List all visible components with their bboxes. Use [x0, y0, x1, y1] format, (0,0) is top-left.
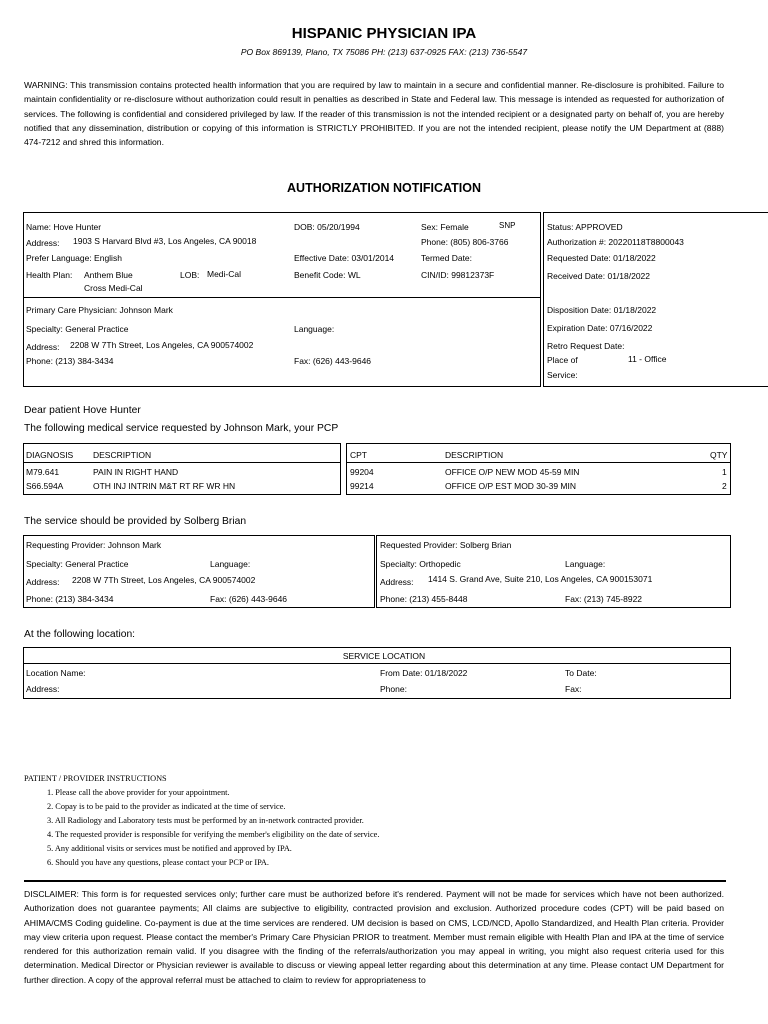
requested-provider-name: Requested Provider: Solberg Brian	[380, 540, 512, 550]
location-name: Location Name:	[26, 668, 86, 678]
requested-provider-address: 1414 S. Grand Ave, Suite 210, Los Angeles, CA 900153071	[428, 574, 653, 584]
requesting-provider-fax: Fax: (626) 443-9646	[210, 594, 288, 604]
diagnosis-header-description: DESCRIPTION	[93, 450, 152, 460]
requesting-provider-language: Language:	[210, 559, 251, 569]
member-language: Prefer Language: English	[26, 253, 122, 263]
pcp-address: 2208 W 7Th Street, Los Angeles, CA 900574002	[70, 340, 254, 350]
diagnosis-header-code: DIAGNOSIS	[26, 450, 74, 460]
diagnosis-row-2-code: S66.594A	[26, 481, 64, 491]
procedure-header-description: DESCRIPTION	[445, 450, 504, 460]
disclaimer-divider	[24, 880, 726, 882]
authorization-number: Authorization #: 20220118T8800043	[547, 237, 684, 247]
service-location-header-divider	[23, 663, 731, 664]
location-fax: Fax:	[565, 684, 582, 694]
member-name: Name: Hove Hunter	[26, 222, 102, 232]
location-phone: Phone:	[380, 684, 407, 694]
effective-date: Effective Date: 03/01/2014	[294, 253, 395, 263]
member-sex: Sex: Female	[421, 222, 469, 232]
contact-info: PO Box 869139, Plano, TX 75086 PH: (213) 637-0925 FAX: (213) 736-5547	[240, 47, 528, 57]
snp-label: SNP	[499, 221, 516, 230]
disposition-date: Disposition Date: 01/18/2022	[547, 305, 657, 315]
requested-provider-fax: Fax: (213) 745-8922	[565, 594, 643, 604]
procedure-row-2-cpt: 99214	[350, 481, 374, 491]
place-of-service-value: 11 - Office	[628, 354, 667, 364]
instruction-item: 2. Copay is to be paid to the provider as indicated at the time of service.	[47, 802, 286, 811]
pcp-name: Primary Care Physician: Johnson Mark	[26, 305, 173, 315]
requesting-provider-phone: Phone: (213) 384-3434	[26, 594, 114, 604]
lob-label: LOB:	[180, 270, 200, 280]
procedure-row-1-qty: 1	[722, 467, 727, 477]
diagnosis-row-2-description: OTH INJ INTRIN M&T RT RF WR HN	[93, 481, 236, 491]
greeting: Dear patient Hove Hunter	[24, 405, 141, 416]
requested-date: Requested Date: 01/18/2022	[547, 253, 656, 263]
procedure-row-1-description: OFFICE O/P NEW MOD 45-59 MIN	[445, 467, 580, 477]
place-of-service-label-2: Service:	[547, 370, 578, 380]
member-pcp-divider	[23, 297, 541, 298]
location-to-date: To Date:	[565, 668, 597, 678]
cin-id: CIN/ID: 99812373F	[421, 270, 495, 280]
auth-status: Status: APPROVED	[547, 222, 623, 232]
instruction-item: 3. All Radiology and Laboratory tests must be performed by an in-network contracted provider.	[47, 816, 364, 825]
health-plan-line1: Anthem Blue	[84, 270, 133, 280]
instruction-item: 6. Should you have any questions, please contact your PCP or IPA.	[47, 858, 269, 867]
document-title: HISPANIC PHYSICIAN IPA	[291, 25, 477, 42]
procedure-row-2-description: OFFICE O/P EST MOD 30-39 MIN	[445, 481, 576, 491]
pcp-fax: Fax: (626) 443-9646	[294, 356, 372, 366]
requesting-provider-name: Requesting Provider: Johnson Mark	[26, 540, 162, 550]
health-plan-line2: Cross Medi-Cal	[84, 283, 143, 293]
procedure-header-qty: QTY	[710, 450, 728, 460]
instruction-item: 5. Any additional visits or services must be notified and approved by IPA.	[47, 844, 292, 853]
procedure-header-cpt: CPT	[350, 450, 367, 460]
retro-request-date: Retro Request Date:	[547, 341, 625, 351]
instruction-item: 4. The requested provider is responsible for verifying the member's eligibility on the date of service.	[47, 830, 380, 839]
procedure-row-1-cpt: 99204	[350, 467, 374, 477]
location-from-date: From Date: 01/18/2022	[380, 668, 468, 678]
benefit-code: Benefit Code: WL	[294, 270, 361, 280]
location-intro: At the following location:	[24, 629, 136, 640]
requested-provider-language: Language:	[565, 559, 606, 569]
requested-provider-address-label: Address:	[380, 577, 414, 587]
request-summary: The following medical service requested by Johnson Mark, your PCP	[24, 423, 339, 434]
pcp-specialty: Specialty: General Practice	[26, 324, 129, 334]
requested-provider-specialty: Specialty: Orthopedic	[380, 559, 461, 569]
requesting-provider-specialty: Specialty: General Practice	[26, 559, 129, 569]
service-location-header: SERVICE LOCATION	[342, 651, 426, 661]
place-of-service-label: Place of	[547, 355, 578, 365]
provider-summary: The service should be provided by Solberg Brian	[24, 516, 247, 527]
termed-date: Termed Date:	[421, 253, 473, 263]
procedure-row-2-qty: 2	[722, 481, 727, 491]
requesting-provider-address: 2208 W 7Th Street, Los Angeles, CA 900574002	[72, 575, 256, 585]
received-date: Received Date: 01/18/2022	[547, 271, 651, 281]
requesting-provider-address-label: Address:	[26, 577, 60, 587]
procedure-header-divider	[346, 462, 731, 463]
member-phone: Phone: (805) 806-3766	[421, 237, 509, 247]
expiration-date: Expiration Date: 07/16/2022	[547, 323, 653, 333]
pcp-phone: Phone: (213) 384-3434	[26, 356, 114, 366]
member-address-label: Address:	[26, 238, 60, 248]
instructions-title: PATIENT / PROVIDER INSTRUCTIONS	[24, 774, 167, 783]
location-address: Address:	[26, 684, 60, 694]
diagnosis-row-1-description: PAIN IN RIGHT HAND	[93, 467, 179, 477]
section-title: AUTHORIZATION NOTIFICATION	[287, 181, 481, 195]
pcp-address-label: Address:	[26, 342, 60, 352]
disclaimer-text: DISCLAIMER: This form is for requested services only; further care must be authorized before it's rendered. Payment will not be made for services which have not been authorized. Authorization does not guarantee payments; All claims are subjective to eligibility, contracted provision and exclusion. Authorized procedure codes (CPT) will be paid based on AHIMA/CMS Coding guideline. Co-payment is due at the time services are rendered. UM decision is based on CMS, LCD/NCD, Apollo Standardized, and Health Plan criteria. Provider may view criteria upon request. Please contact the member's Primary Care Physician PRIOR to treatment. Member must remain eligible with Health Plan and IPA at the time of service rendered for this authorization remain valid. If you disagree with the finding of the referrals/authorization you may appeal in writing, you might also request criteria used for this determination. Medical Director or Physician reviewer is available to discuss or viewing appeal letter regarding about this determination at any time. Please contact UM Department for further direction. A copy of the approval referral must be attached to claim to review for appropriateness to	[24, 889, 724, 985]
member-address: 1903 S Harvard Blvd #3, Los Angeles, CA 90018	[73, 236, 257, 246]
pcp-language: Language:	[294, 324, 335, 334]
lob-value: Medi-Cal	[207, 269, 242, 279]
diagnosis-row-1-code: M79.641	[26, 467, 60, 477]
diagnosis-header-divider	[23, 462, 341, 463]
member-dob: DOB: 05/20/1994	[294, 222, 360, 232]
health-plan-label: Health Plan:	[26, 270, 73, 280]
warning-text: WARNING: This transmission contains protected health information that you are required by law to maintain in a secure and confidential manner. Re-disclosure is prohibited. Failure to maintain confidentiality or re-disclosure without authorization could result in penalties as described in State and Federal law. This message is intended as requested for authorization of services. The following is confidential and considered privileged by law. If the reader of this transmission is not the intended recipient or a designated party on behalf of, you are hereby notified that any dissemination, distribution or copying of this information is STRICTLY PROHIBITED. If you are not the intended recipient, please notify the UM Department at (888) 474-7212 and shred this information.	[24, 80, 724, 148]
instruction-item: 1. Please call the above provider for your appointment.	[47, 788, 230, 797]
requested-provider-phone: Phone: (213) 455-8448	[380, 594, 468, 604]
